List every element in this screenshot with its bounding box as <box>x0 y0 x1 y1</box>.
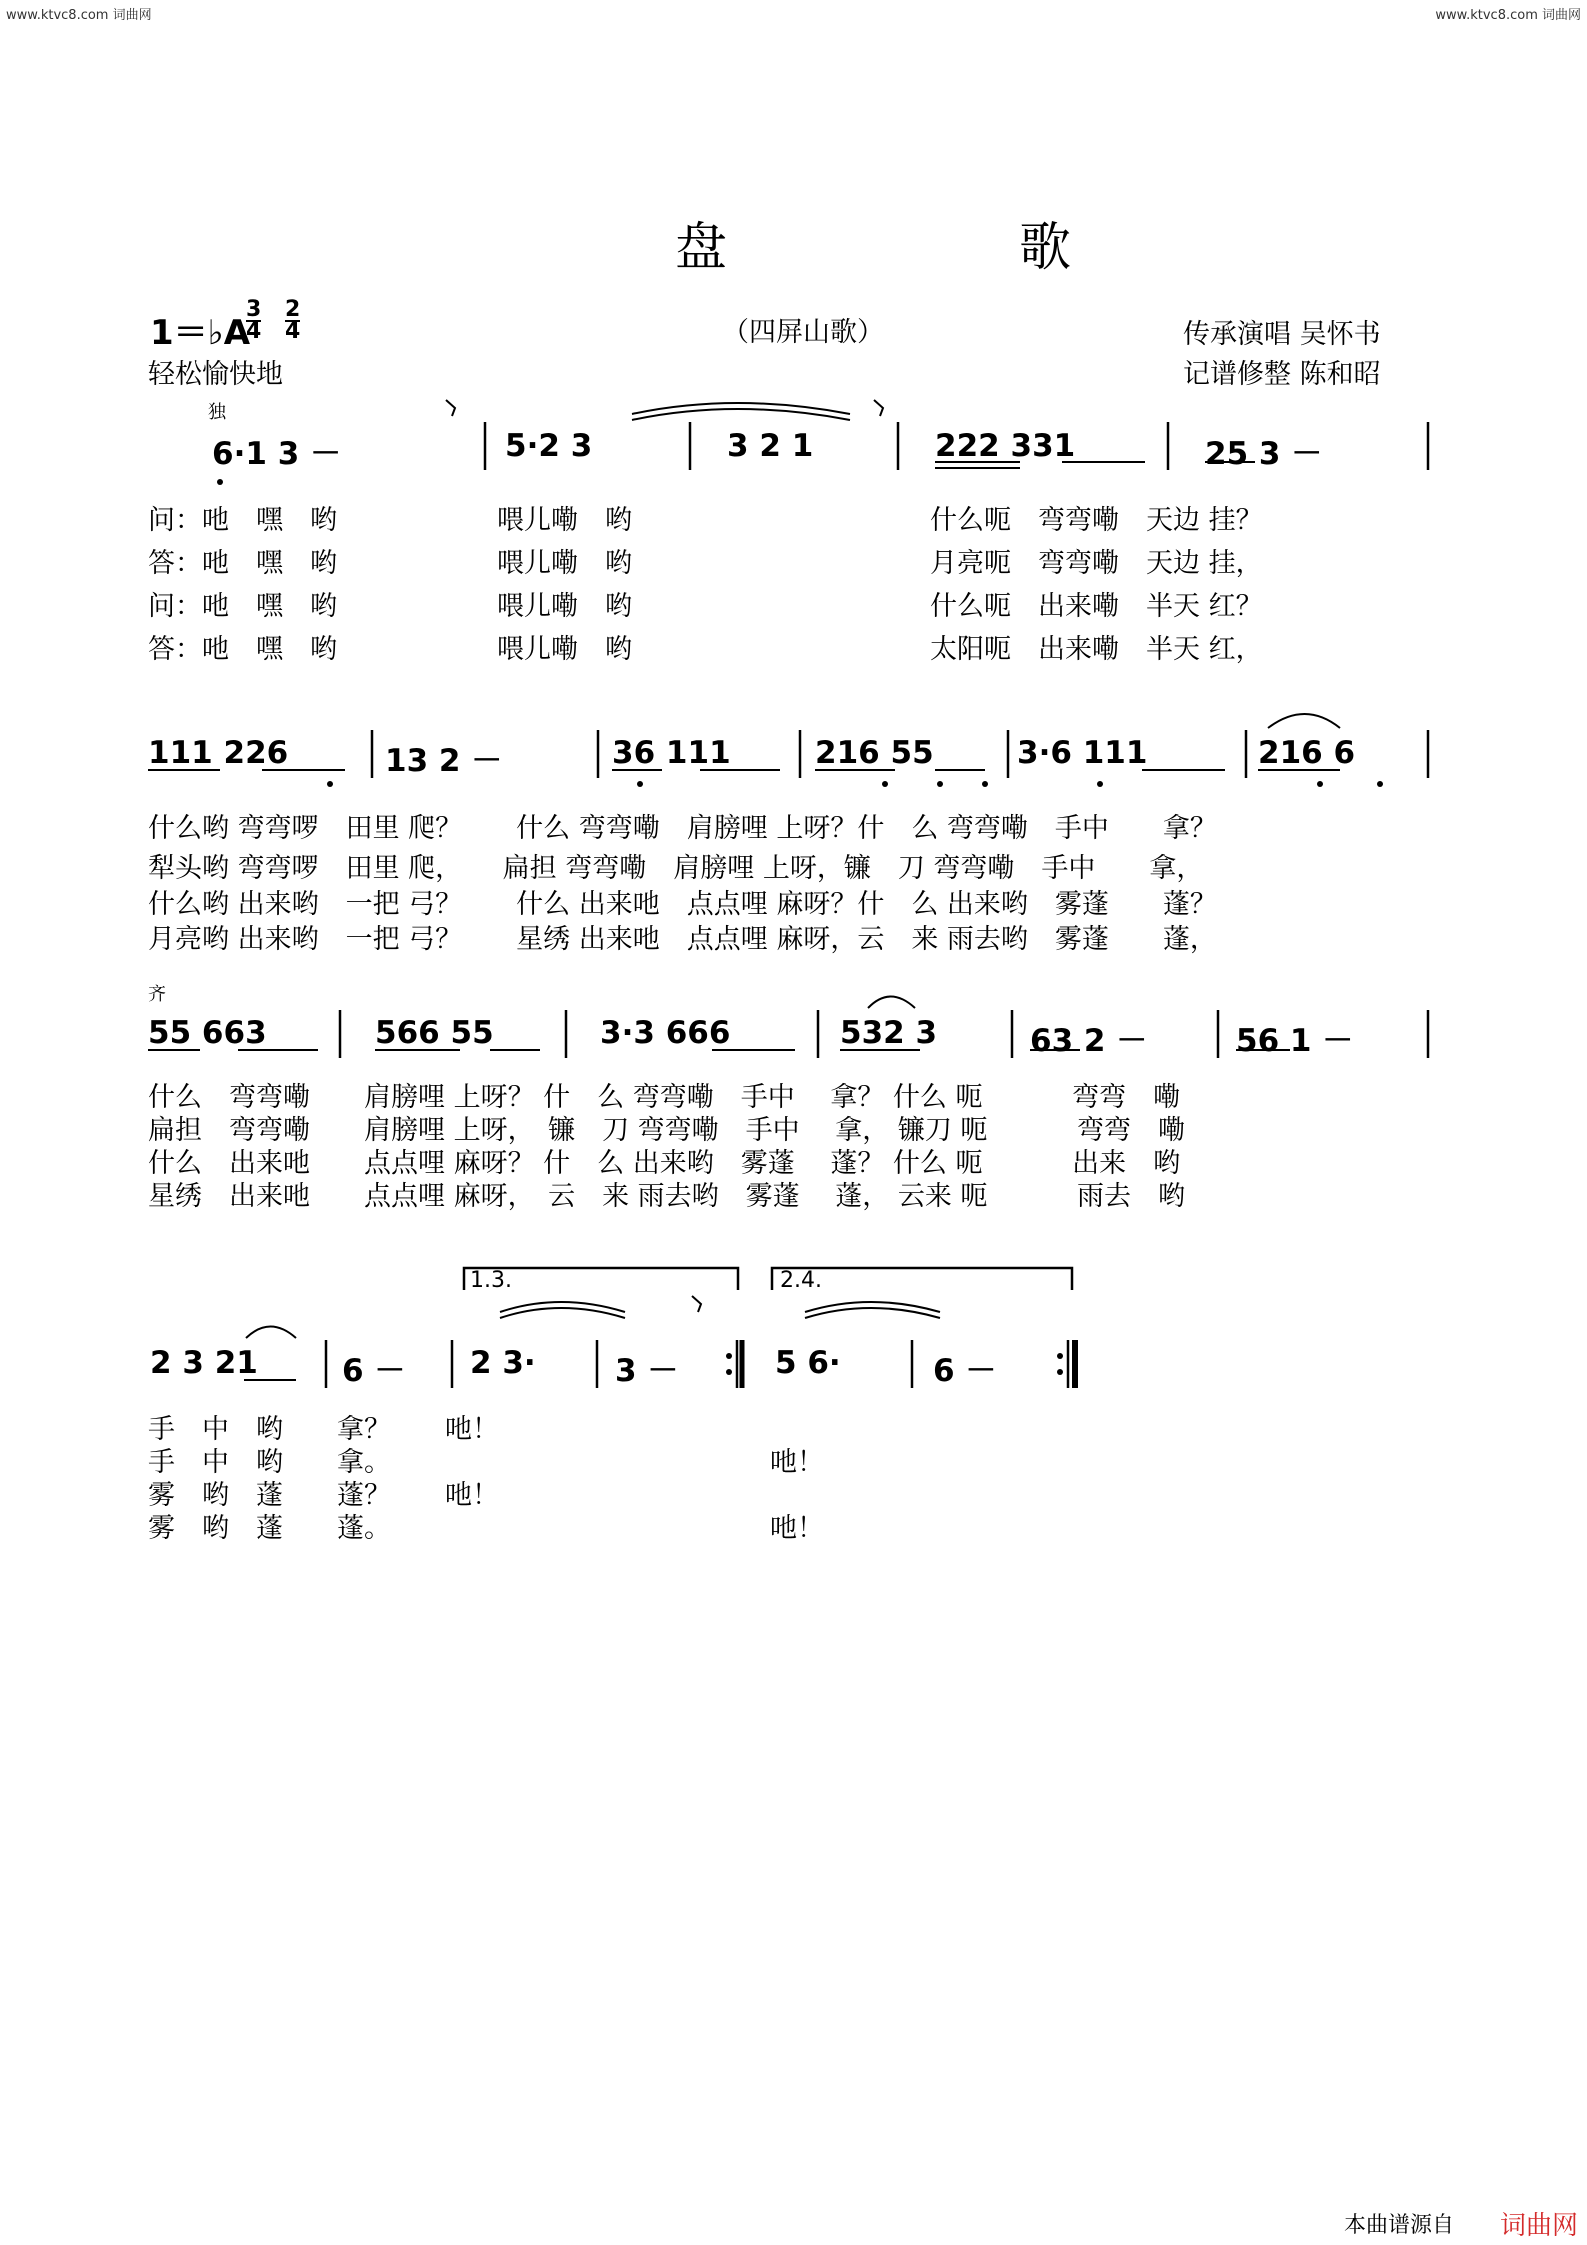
measure: 3·6 111 <box>1017 735 1148 771</box>
lyric-line: 喂儿嘞 哟 <box>497 505 632 536</box>
lyric-line: 雾 哟 蓬 蓬。 <box>148 1513 391 1544</box>
lyric-line: 问：吔 嘿 哟 <box>148 591 337 622</box>
solo-marking: 独 <box>208 402 226 423</box>
measure: 111 226 <box>148 735 289 771</box>
measure: 6 － <box>933 1353 997 1389</box>
meter-b: 2 4 <box>285 297 301 344</box>
lyric-line: 什么哟 弯弯啰 田里 爬？ 什么 弯弯嘞 肩膀哩 上呀？什 么 弯弯嘞 手中 拿？ <box>148 813 1217 844</box>
volta-bracket <box>464 1268 738 1290</box>
lyric-line: 答：吔 嘿 哟 <box>148 634 337 665</box>
octave-dot <box>882 781 888 787</box>
measure: 5 6· <box>775 1345 841 1381</box>
tie <box>805 1308 940 1318</box>
measure: 216 55 <box>815 735 934 771</box>
lyric-line: 什么 出来吔 点点哩 麻呀？ 什 么 出来哟 雾蓬 蓬？ 什么 呃 出来 哟 <box>148 1148 1181 1179</box>
measure: 25 3 － <box>1205 436 1323 472</box>
repeat-dot <box>726 1369 732 1375</box>
octave-dot <box>982 781 988 787</box>
measure: 216 6 <box>1258 735 1356 771</box>
lyric-line: 什么呃 弯弯嘞 天边 挂？ <box>930 505 1263 536</box>
measure: 6·1 3 － <box>212 436 342 472</box>
lyric-line: 喂儿嘞 哟 <box>497 548 632 579</box>
lyric-line: 问：吔 嘿 哟 <box>148 505 337 536</box>
singer-credit: 传承演唱 吴怀书 <box>1183 319 1381 350</box>
key-signature: 1＝♭A <box>150 313 251 353</box>
measure: 6 － <box>342 1353 406 1389</box>
octave-dot <box>327 781 333 787</box>
tie <box>805 1302 940 1312</box>
volta-2: 2.4. <box>780 1268 822 1293</box>
measure: 566 55 <box>375 1015 494 1051</box>
lyric-line: 月亮呃 弯弯嘞 天边 挂， <box>930 548 1263 579</box>
octave-dot <box>217 479 223 485</box>
measure: 2 3 21 <box>150 1345 258 1381</box>
lyric-line: 喂儿嘞 哟 <box>497 591 632 622</box>
slur <box>868 997 915 1009</box>
measure: 63 2 － <box>1030 1023 1148 1059</box>
lyric-line: 喂儿嘞 哟 <box>497 634 632 665</box>
tie <box>500 1302 625 1312</box>
repeat-dot <box>726 1353 732 1359</box>
tie <box>500 1308 625 1318</box>
tie <box>632 409 850 420</box>
octave-dot <box>1377 781 1383 787</box>
octave-dot <box>637 781 643 787</box>
lyric-line: 什么哟 出来哟 一把 弓？ 什么 出来吔 点点哩 麻呀？什 么 出来哟 雾蓬 蓬？ <box>148 889 1217 920</box>
measure: 2 3· <box>470 1345 536 1381</box>
subtitle: （四屏山歌） <box>722 317 884 348</box>
octave-dot <box>1097 781 1103 787</box>
lyric-line: 答：吔 嘿 哟 <box>148 548 337 579</box>
measure: 222 331 <box>935 428 1076 464</box>
measure: 532 3 <box>840 1015 938 1051</box>
lyric-line: 手 中 哟 拿。 <box>148 1447 391 1478</box>
lyric-line: 手 中 哟 拿？ 吔！ <box>148 1414 499 1445</box>
breath-mark <box>692 1296 701 1312</box>
lyric-line: 什么呃 出来嘞 半天 红？ <box>930 591 1263 622</box>
lyric-line: 扁担 弯弯嘞 肩膀哩 上呀， 镰 刀 弯弯嘞 手中 拿， 镰刀 呃 弯弯 嘞 <box>148 1115 1185 1146</box>
volta-bracket <box>772 1268 1072 1290</box>
lyric-line: 月亮哟 出来哟 一把 弓？ 星绣 出来吔 点点哩 麻呀，云 来 雨去哟 雾蓬 蓬， <box>148 924 1217 955</box>
lyric-line: 犁头哟 弯弯啰 田里 爬， 扁担 弯弯嘞 肩膀哩 上呀，镰 刀 弯弯嘞 手中 拿， <box>148 853 1204 884</box>
site-caption-left: www.ktvc8.com 词曲网 <box>6 8 152 23</box>
arranger-credit: 记谱修整 陈和昭 <box>1183 359 1381 390</box>
slur <box>1268 714 1340 728</box>
lyric-line: 什么 弯弯嘞 肩膀哩 上呀？ 什 么 弯弯嘞 手中 拿？ 什么 呃 弯弯 嘞 <box>148 1082 1181 1113</box>
repeat-dot <box>1057 1353 1063 1359</box>
meter-a: 3 4 <box>246 297 262 344</box>
repeat-dot <box>1057 1369 1063 1375</box>
song-title: 盘 歌 <box>675 218 1192 278</box>
lyric-line: 雾 哟 蓬 蓬？ 吔！ <box>148 1480 499 1511</box>
shout: 吔！ <box>770 1513 824 1544</box>
measure: 3 － <box>615 1353 679 1389</box>
tempo-marking: 轻松愉快地 <box>148 359 283 390</box>
octave-dot <box>937 781 943 787</box>
site-caption-right: www.ktvc8.com 词曲网 <box>1435 8 1581 23</box>
slur <box>246 1327 296 1339</box>
octave-dot <box>1317 781 1323 787</box>
measure: 3·3 666 <box>600 1015 731 1051</box>
breath-mark <box>874 400 883 416</box>
measure: 13 2 － <box>385 743 503 779</box>
measure: 56 1 － <box>1236 1023 1354 1059</box>
lyric-line: 星绣 出来吔 点点哩 麻呀， 云 来 雨去哟 雾蓬 蓬， 云来 呃 雨去 哟 <box>148 1181 1185 1212</box>
measure: 55 663 <box>148 1015 267 1051</box>
footer-source: 本曲谱源自 <box>1344 2213 1455 2238</box>
breath-mark <box>446 400 455 416</box>
measure: 3 2 1 <box>727 428 814 464</box>
tutti-marking: 齐 <box>148 984 166 1005</box>
lyric-line: 太阳呃 出来嘞 半天 红， <box>930 634 1263 665</box>
shout: 吔！ <box>770 1447 824 1478</box>
measure: 36 111 <box>612 735 731 771</box>
measure: 5·2 3 <box>505 428 593 464</box>
volta-1: 1.3. <box>470 1268 512 1293</box>
footer-site-logo[interactable]: 词曲网 <box>1500 2211 1579 2241</box>
